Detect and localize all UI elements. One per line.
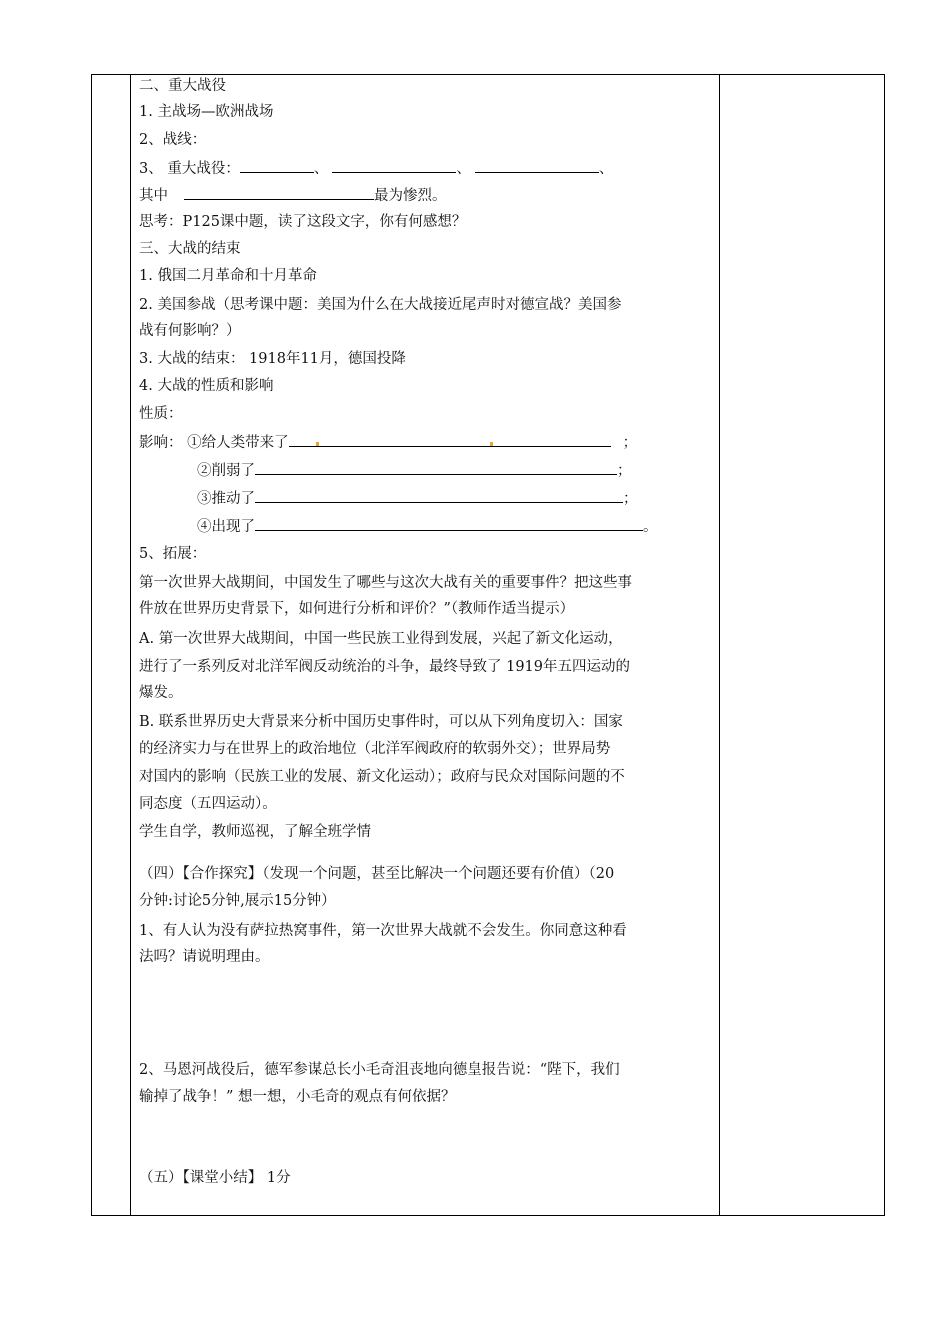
section-heading-battles: 二、重大战役 — [139, 78, 226, 94]
line-suffix: 。 — [643, 519, 658, 535]
text-line: 第一次世界大战期间，中国发生了哪些与这次大战有关的重要事件？把这些事 — [139, 575, 632, 591]
line-prefix: ③推动了 — [197, 491, 255, 507]
fill-blank[interactable] — [255, 516, 643, 531]
fill-blank[interactable] — [332, 158, 456, 173]
line-suffix: 最为惨烈。 — [374, 188, 447, 204]
impact-line-2 — [197, 460, 632, 481]
line-prefix: ④出现了 — [197, 519, 255, 535]
text-line: 4. 大战的性质和影响 — [139, 378, 274, 394]
text-line: 爆发。 — [139, 685, 183, 701]
major-battles-line — [139, 158, 613, 179]
text-line: 2. 美国参战（思考课中题：美国为什么在大战接近尾声时对德宣战？美国参 — [139, 297, 622, 313]
impact-line-1 — [139, 432, 637, 453]
line-suffix: ； — [623, 491, 638, 507]
line-suffix: ； — [617, 463, 632, 479]
annotation-mark — [316, 442, 319, 446]
separator: 、 — [313, 161, 329, 177]
fill-blank[interactable] — [184, 185, 374, 200]
line-prefix: ②削弱了 — [197, 463, 255, 479]
text-line: 件放在世界历史背景下，如何进行分析和评价？”（教师作适当提示） — [139, 601, 575, 617]
fill-blank[interactable] — [255, 460, 617, 475]
text-line: 3. 大战的结束： 1918年11月，德国投降 — [139, 351, 406, 367]
annotation-mark — [490, 442, 493, 446]
section-heading-end: 三、大战的结束 — [139, 241, 241, 257]
section-heading-summary: （五）【课堂小结】 1分 — [139, 1170, 291, 1186]
question-1-cont: 法吗？请说明理由。 — [139, 949, 270, 965]
fiercest-battle-line — [139, 185, 447, 206]
line-prefix: 3、 重大战役： — [139, 161, 240, 177]
text-line: 对国内的影响（民族工业的发展、新文化运动）；政府与民众对国际问题的不 — [139, 769, 625, 785]
line-prefix: 影响： ①给人类带来了 — [139, 435, 289, 451]
question-1: 1、有人认为没有萨拉热窝事件，第一次世界大战就不会发生。你同意这种看 — [139, 923, 627, 939]
line-prefix: 其中 — [139, 188, 168, 204]
fill-blank[interactable] — [240, 158, 314, 173]
section-heading-inquiry: （四）【合作探究】（发现一个问题，甚至比解决一个问题还要有价值）（20 — [139, 866, 615, 882]
separator: 、 — [456, 161, 471, 177]
text-line: B. 联系世界历史大背景来分析中国历史事件时，可以从下列角度切入：国家 — [139, 714, 623, 730]
fill-blank[interactable] — [255, 488, 623, 503]
impact-line-4 — [197, 516, 658, 537]
line-suffix: ； — [622, 435, 638, 451]
text-line: 进行了一系列反对北洋军阀反动统治的斗争，最终导致了 1919年五四运动的 — [139, 659, 631, 675]
text-line: 同态度（五四运动）。 — [139, 796, 277, 812]
text-line: 思考：P125课中题，读了这段文字，你有何感想？ — [139, 214, 467, 230]
text-line: 1. 主战场—欧洲战场 — [139, 104, 274, 120]
separator: 、 — [598, 161, 614, 177]
text-line: 1. 俄国二月革命和十月革命 — [139, 268, 317, 284]
text-line: 分钟:讨论5分钟,展示15分钟） — [139, 893, 336, 909]
table-divider-left — [130, 75, 131, 1215]
text-line: 的经济实力与在世界上的政治地位（北洋军阀政府的软弱外交）；世界局势 — [139, 741, 611, 757]
fill-blank[interactable] — [475, 158, 599, 173]
text-line: 战有何影响？） — [139, 323, 241, 339]
fill-blank[interactable] — [289, 432, 611, 447]
text-line: 学生自学，教师巡视，了解全班学情 — [139, 824, 371, 840]
impact-line-3 — [197, 488, 638, 509]
text-line: 5、拓展： — [139, 546, 207, 562]
text-line: A. 第一次世界大战期间，中国一些民族工业得到发展，兴起了新文化运动， — [139, 631, 623, 647]
question-2-cont: 输掉了战争！” 想一想，小毛奇的观点有何依据？ — [139, 1089, 456, 1105]
text-line: 2、战线： — [139, 132, 207, 148]
question-2: 2、马恩河战役后，德军参谋总长小毛奇沮丧地向德皇报告说：“陛下，我们 — [139, 1062, 620, 1078]
table-divider-right — [719, 75, 720, 1215]
text-line: 性质： — [139, 406, 183, 422]
